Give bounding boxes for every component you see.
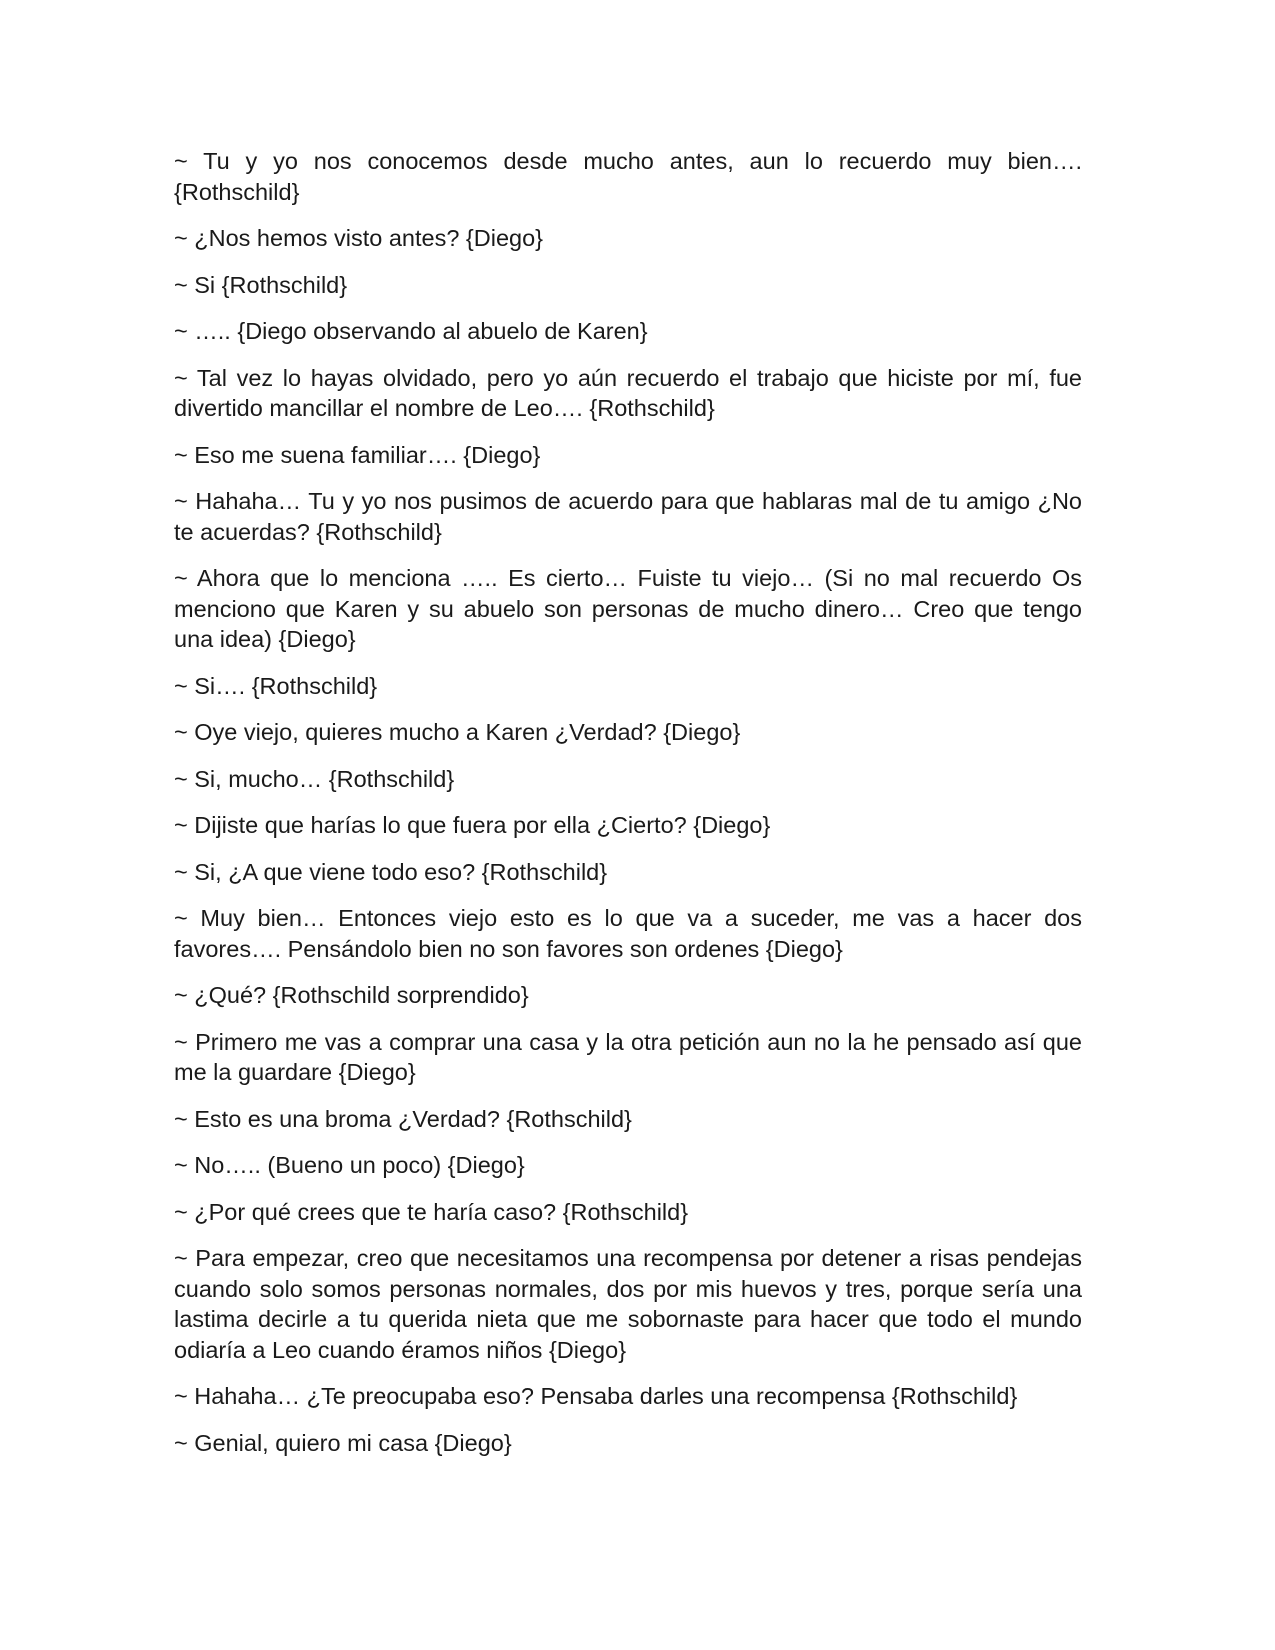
dialogue-line: ~ Muy bien… Entonces viejo esto es lo que va a suceder, me vas a hacer dos favores…. Pensándolo bien no son favores son ordenes {Diego} bbox=[174, 905, 1082, 962]
dialogue-line: ~ Para empezar, creo que necesitamos una recompensa por detener a risas pendejas cuando solo somos personas normales, dos por mis huevos y tres, porque sería una lastima decirle a tu querida nieta que me sobornaste para hacer que todo el mundo odiaría a Leo cuando éramos niños {Diego} bbox=[174, 1245, 1082, 1363]
dialogue-line: ~ ¿Por qué crees que te haría caso? {Rothschild} bbox=[174, 1198, 689, 1225]
dialogue-line: ~ Si…. {Rothschild} bbox=[174, 672, 378, 699]
dialogue-line: ~ Dijiste que harías lo que fuera por ella ¿Cierto? {Diego} bbox=[174, 812, 771, 838]
dialogue-line: ~ Ahora que lo menciona ….. Es cierto… Fuiste tu viejo… (Si no mal recuerdo Os menciono que Karen y su abuelo son personas de mucho dinero… Creo que tengo una idea) {Diego} bbox=[174, 565, 1082, 652]
dialogue-line: ~ No….. (Bueno un poco) {Diego} bbox=[174, 1152, 525, 1178]
dialogue-line: ~ Oye viejo, quieres mucho a Karen ¿Verdad? {Diego} bbox=[174, 719, 741, 745]
dialogue-line: ~ Si {Rothschild} bbox=[174, 271, 348, 298]
dialogue-line: ~ ….. {Diego observando al abuelo de Karen} bbox=[174, 318, 648, 344]
dialogue-line: ~ Esto es una broma ¿Verdad? {Rothschild} bbox=[174, 1105, 632, 1132]
dialogue-line: ~ Eso me suena familiar…. {Diego} bbox=[174, 441, 541, 468]
dialogue-line: ~ Hahaha… Tu y yo nos pusimos de acuerdo para que hablaras mal de tu amigo ¿No te acuerdas? {Rothschild} bbox=[174, 488, 1082, 545]
dialogue-line: ~ Genial, quiero mi casa {Diego} bbox=[174, 1429, 512, 1456]
dialogue-line: ~ Tal vez lo hayas olvidado, pero yo aún recuerdo el trabajo que hiciste por mí, fue divertido mancillar el nombre de Leo…. {Rothschild} bbox=[174, 364, 1082, 421]
dialogue-line: ~ Si, ¿A que viene todo eso? {Rothschild} bbox=[174, 858, 608, 885]
dialogue-line: ~ ¿Nos hemos visto antes? {Diego} bbox=[174, 225, 544, 251]
dialogue-line: ~ Si, mucho… {Rothschild} bbox=[174, 765, 455, 792]
dialogue-line: ~ ¿Qué? {Rothschild sorprendido} bbox=[174, 982, 529, 1008]
dialogue-line: ~ Tu y yo nos conocemos desde mucho antes, aun lo recuerdo muy bien…. {Rothschild} bbox=[174, 148, 1082, 205]
dialogue-line: ~ Primero me vas a comprar una casa y la otra petición aun no la he pensado así que me la guardare {Diego} bbox=[174, 1028, 1082, 1085]
dialogue-line: ~ Hahaha… ¿Te preocupaba eso? Pensaba darles una recompensa {Rothschild} bbox=[174, 1383, 1018, 1409]
document-page bbox=[174, 146, 1082, 1474]
